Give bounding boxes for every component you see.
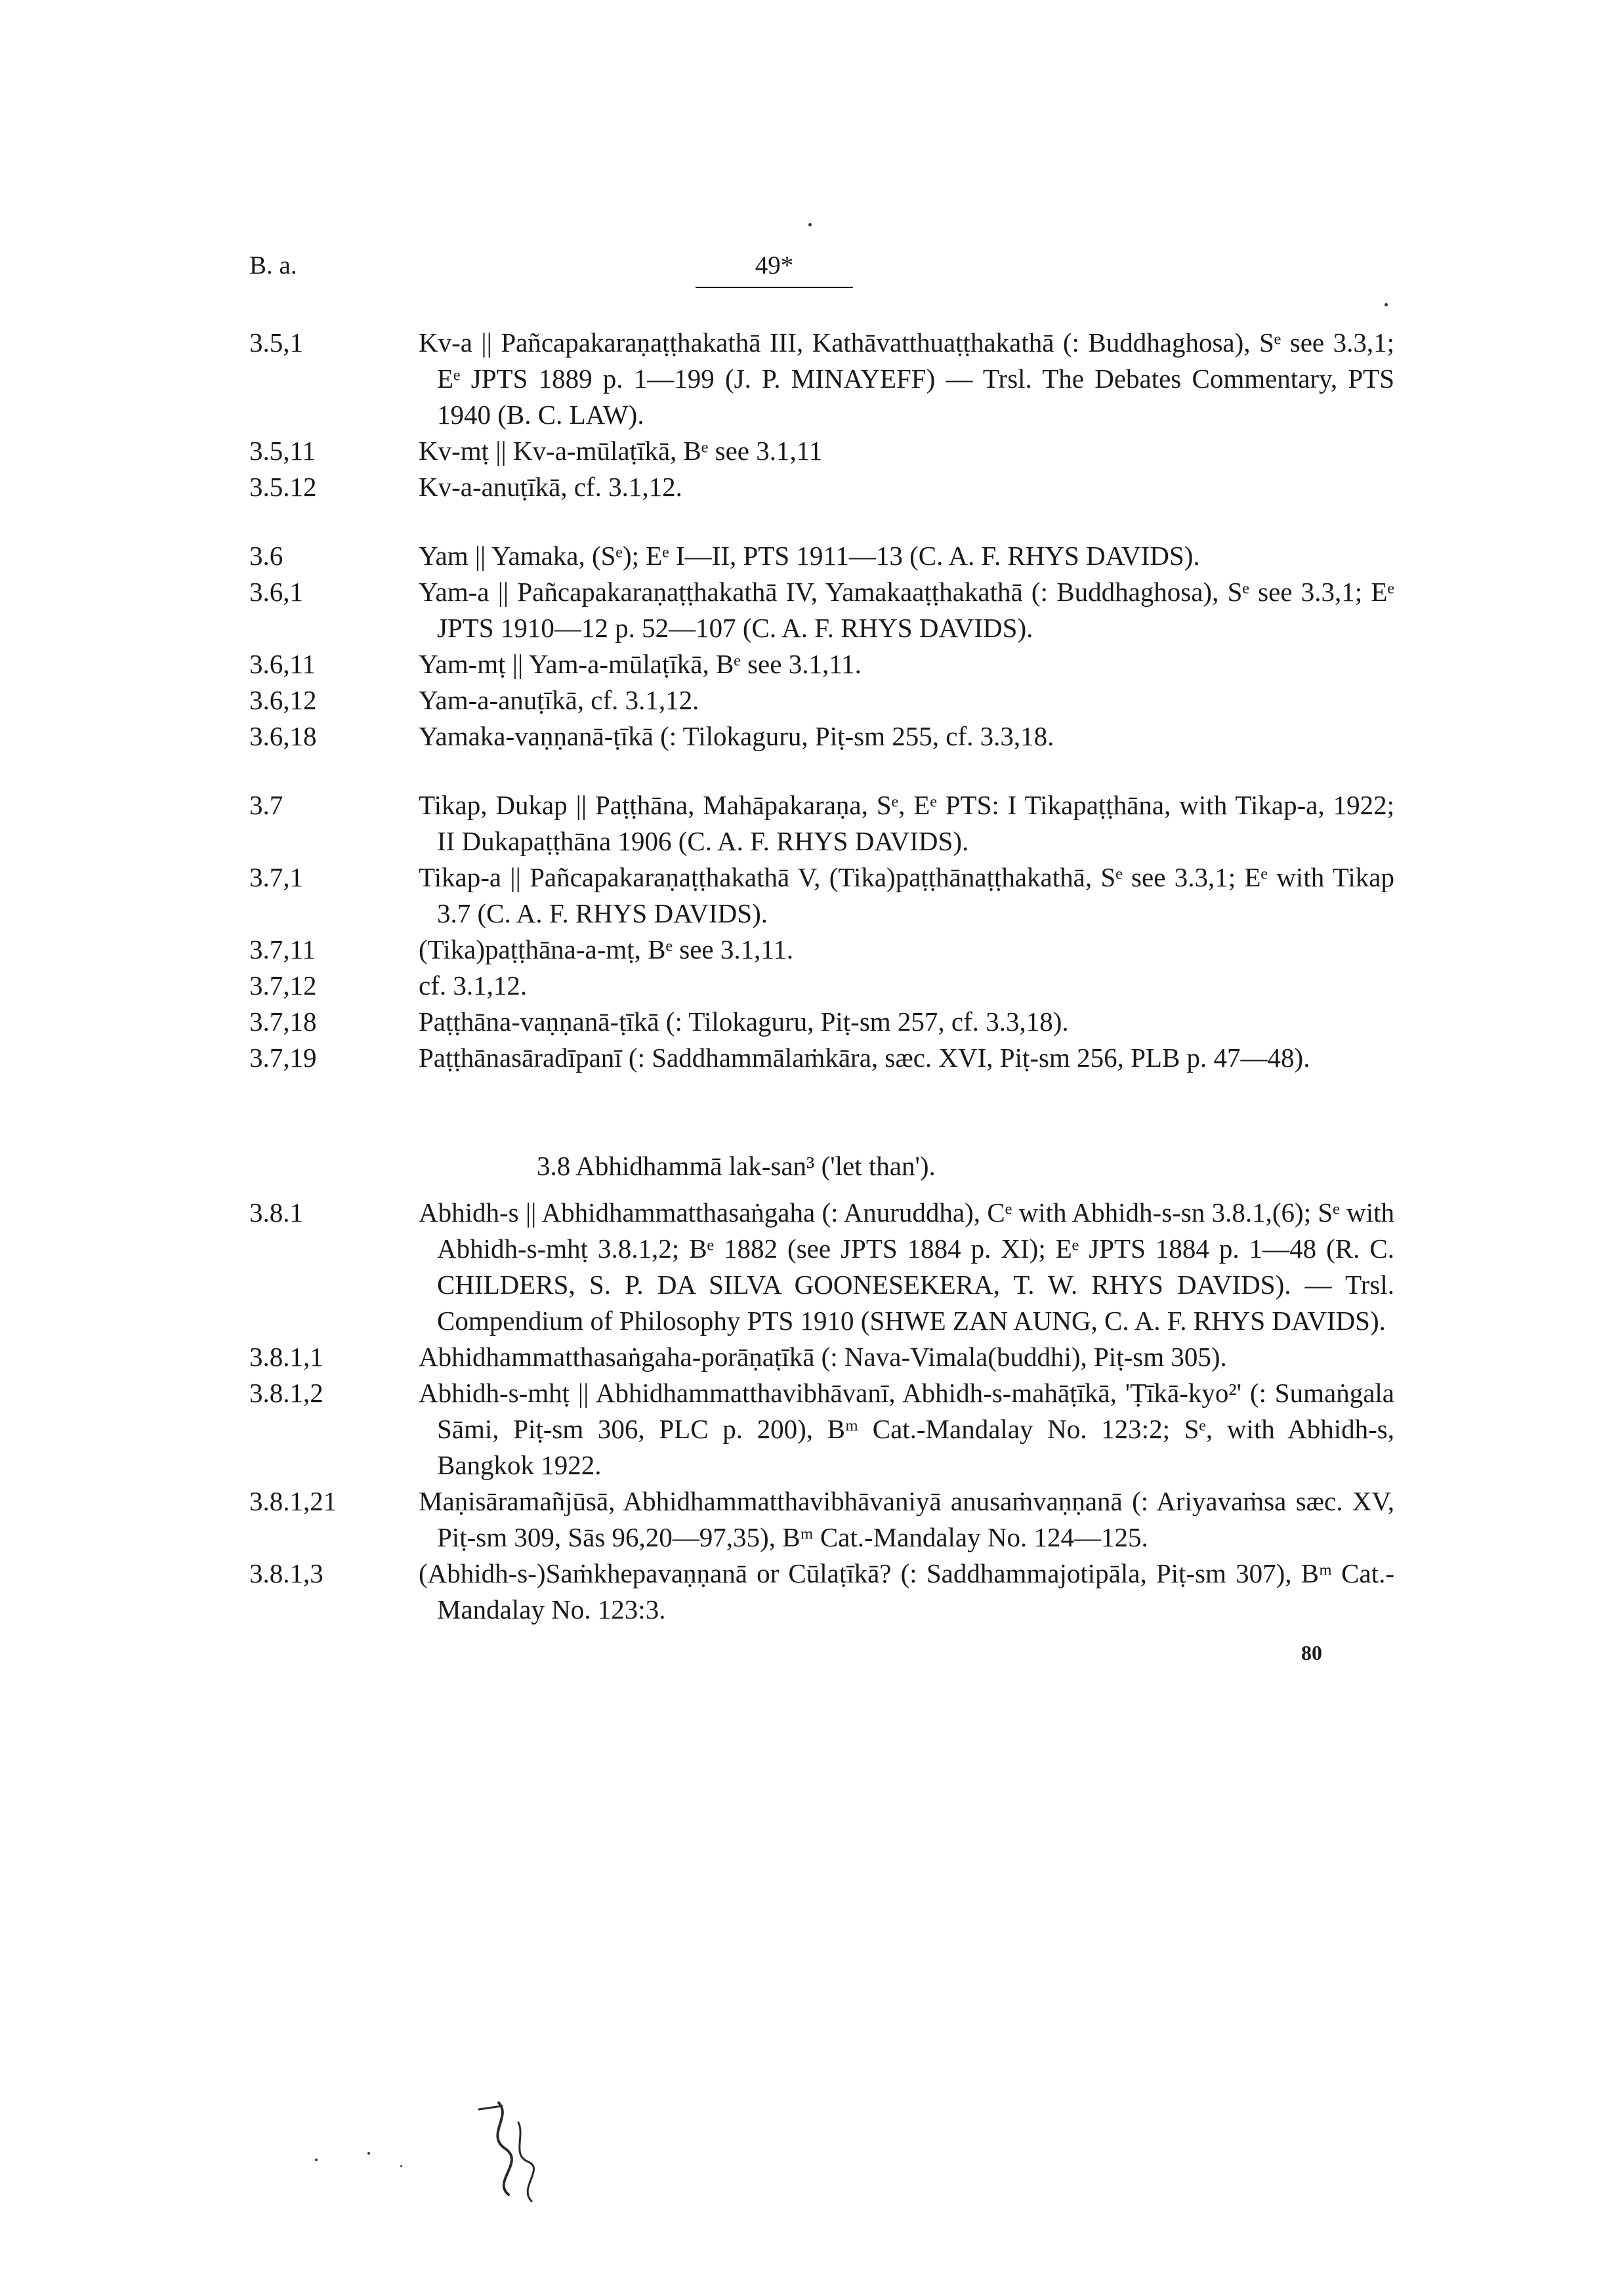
entry-text: Yam-a || Pañcapakaraṇaṭṭhakathā IV, Yamakaaṭṭhakathā (: Buddhaghosa), Sᵉ see 3.3,1; Eᵉ JPTS 1910—12 p. 52—107 (C. A. F. RHYS DAVIDS). xyxy=(419,577,1394,643)
entry-text: Paṭṭhāna-vaṇṇanā-ṭīkā (: Tilokaguru, Piṭ-sm 257, cf. 3.3,18). xyxy=(419,1006,1069,1037)
entry-text: Maṇisāramañjūsā, Abhidhammatthavibhāvaniyā anusaṁvaṇṇanā (: Ariyavaṁsa sæc. XV, Piṭ-sm 309, Sās 96,20—97,35), Bᵐ Cat.-Mandalay No. 124—125. xyxy=(419,1486,1394,1552)
entry xyxy=(249,787,1394,859)
entry xyxy=(249,1040,1394,1076)
entry-number: 3.7,12 xyxy=(249,970,317,1001)
entries-upper xyxy=(249,325,1394,1680)
entry-number: 3.7,1 xyxy=(249,862,303,892)
entry-number: 3.7,19 xyxy=(249,1043,317,1073)
entry xyxy=(249,859,1394,932)
entry-number: 3.6,1 xyxy=(249,577,303,607)
entry xyxy=(249,968,1394,1004)
header-rule xyxy=(696,287,853,288)
entry xyxy=(249,682,1394,718)
entry-number: 3.8.1,1 xyxy=(249,1342,323,1372)
entry xyxy=(249,1483,1394,1556)
running-header-left: B. a. xyxy=(249,251,297,279)
entry-number: 3.5,11 xyxy=(249,436,316,466)
folio-row xyxy=(249,1628,1394,1680)
group-spacer xyxy=(249,755,1394,787)
entry xyxy=(249,1004,1394,1040)
entry xyxy=(249,718,1394,755)
entry-text: Yam || Yamaka, (Sᵉ); Eᵉ I—II, PTS 1911—13 (C. A. F. RHYS DAVIDS). xyxy=(419,541,1200,571)
entry-text: Yam-mṭ || Yam-a-mūlaṭīkā, Bᵉ see 3.1,11. xyxy=(419,649,862,679)
entry-text: Kv-mṭ || Kv-a-mūlaṭīkā, Bᵉ see 3.1,11 xyxy=(419,436,823,466)
handwritten-mark xyxy=(472,2096,577,2208)
entry-text: Kv-a || Pañcapakaraṇaṭṭhakathā III, Kathāvatthuaṭṭhakathā (: Buddhaghosa), Sᵉ see 3.3,1; Eᵉ JPTS 1889 p. 1—199 (J. P. MINAYEFF) — Trsl. The Debates Commentary, PTS 1940 (B. C. LAW). xyxy=(419,327,1394,430)
entry-text: Tikap-a || Pañcapakaraṇaṭṭhakathā V, (Tika)paṭṭhānaṭṭhakathā, Sᵉ see 3.3,1; Eᵉ with Tikap 3.7 (C. A. F. RHYS DAVIDS). xyxy=(419,862,1394,928)
section-spacer xyxy=(249,1076,1394,1148)
entry-number: 3.7 xyxy=(249,790,283,820)
entry-number: 3.6 xyxy=(249,541,283,571)
section-heading: 3.8 Abhidhammā lak-san³ ('let than'). xyxy=(537,1151,936,1181)
entry xyxy=(249,325,1394,433)
entry-text: Kv-a-anuṭīkā, cf. 3.1,12. xyxy=(419,472,682,502)
entry xyxy=(249,1556,1394,1628)
group-spacer xyxy=(249,505,1394,538)
entry xyxy=(249,538,1394,574)
entry-number: 3.8.1 xyxy=(249,1197,303,1228)
entry-text: Yamaka-vaṇṇanā-ṭīkā (: Tilokaguru, Piṭ-sm 255, cf. 3.3,18. xyxy=(419,721,1054,751)
entry-text: (Abhidh-s-)Saṁkhepavaṇṇanā or Cūlaṭīkā? (: Saddhammajotipāla, Piṭ-sm 307), Bᵐ Cat.-Mandalay No. 123:3. xyxy=(419,1558,1394,1624)
entry-number: 3.5,1 xyxy=(249,327,303,358)
ink-speck xyxy=(808,223,812,226)
folio-number: 80 xyxy=(1301,1641,1322,1664)
entry-text: Abhidhammatthasaṅgaha-porāṇaṭīkā (: Nava-Vimala(buddhi), Piṭ-sm 305). xyxy=(419,1342,1227,1372)
ink-speck xyxy=(400,2165,402,2167)
entry-number: 3.5.12 xyxy=(249,472,317,502)
ink-speck xyxy=(1385,303,1388,306)
entry-number: 3.8.1,2 xyxy=(249,1378,323,1408)
entry-number: 3.6,11 xyxy=(249,649,316,679)
entry-text: Paṭṭhānasāradīpanī (: Saddhammālaṁkāra, sæc. XVI, Piṭ-sm 256, PLB p. 47—48). xyxy=(419,1043,1310,1073)
entry-group-3-8 xyxy=(249,1195,1394,1628)
entry xyxy=(249,1195,1394,1339)
entry-group-3-7 xyxy=(249,787,1394,1076)
entry xyxy=(249,646,1394,682)
entry-text: cf. 3.1,12. xyxy=(419,970,528,1001)
entry-text: Abhidh-s-mhṭ || Abhidhammatthavibhāvanī, Abhidh-s-mahāṭīkā, 'Ṭīkā-kyo²' (: Sumaṅgala Sāmi, Piṭ-sm 306, PLC p. 200), Bᵐ Cat.-Mandalay No. 123:2; Sᵉ, with Abhidh-s, Bangkok 1922. xyxy=(419,1378,1394,1480)
entry-number: 3.6,12 xyxy=(249,685,317,715)
entry-group-3-6 xyxy=(249,538,1394,755)
entry xyxy=(249,1375,1394,1483)
entry-text: Tikap, Dukap || Paṭṭhāna, Mahāpakaraṇa, Sᵉ, Eᵉ PTS: I Tikapaṭṭhāna, with Tikap-a, 1922; II Dukapaṭṭhāna 1906 (C. A. F. RHYS DAVIDS). xyxy=(419,790,1394,856)
entry xyxy=(249,433,1394,469)
entry xyxy=(249,1339,1394,1375)
ink-speck xyxy=(367,2152,370,2155)
entry-group-3-5 xyxy=(249,325,1394,505)
entry-number: 3.7,18 xyxy=(249,1006,317,1037)
entry xyxy=(249,469,1394,505)
entry xyxy=(249,932,1394,968)
entry-number: 3.7,11 xyxy=(249,934,316,964)
entry-number: 3.8.1,3 xyxy=(249,1558,323,1588)
entry-number: 3.6,18 xyxy=(249,721,317,751)
page-number: 49* xyxy=(755,251,794,279)
entry-text: (Tika)paṭṭhāna-a-mṭ, Bᵉ see 3.1,11. xyxy=(419,934,794,964)
entry-number: 3.8.1,21 xyxy=(249,1486,337,1516)
entry xyxy=(249,574,1394,646)
ink-speck xyxy=(315,2159,318,2161)
entry-text: Abhidh-s || Abhidhammatthasaṅgaha (: Anuruddha), Cᵉ with Abhidh-s-sn 3.8.1,(6); Sᵉ with Abhidh-s-mhṭ 3.8.1,2; Bᵉ 1882 (see JPTS 1884 p. XI); Eᵉ JPTS 1884 p. 1—48 (R. C. CHILDERS, S. P. DA SILVA GOONESEKERA, T. W. RHYS DAVIDS). — Trsl. Compendium of Philosophy PTS 1910 (SHWE ZAN AUNG, C. A. F. RHYS DAVIDS). xyxy=(419,1197,1394,1336)
entry-text: Yam-a-anuṭīkā, cf. 3.1,12. xyxy=(419,685,699,715)
